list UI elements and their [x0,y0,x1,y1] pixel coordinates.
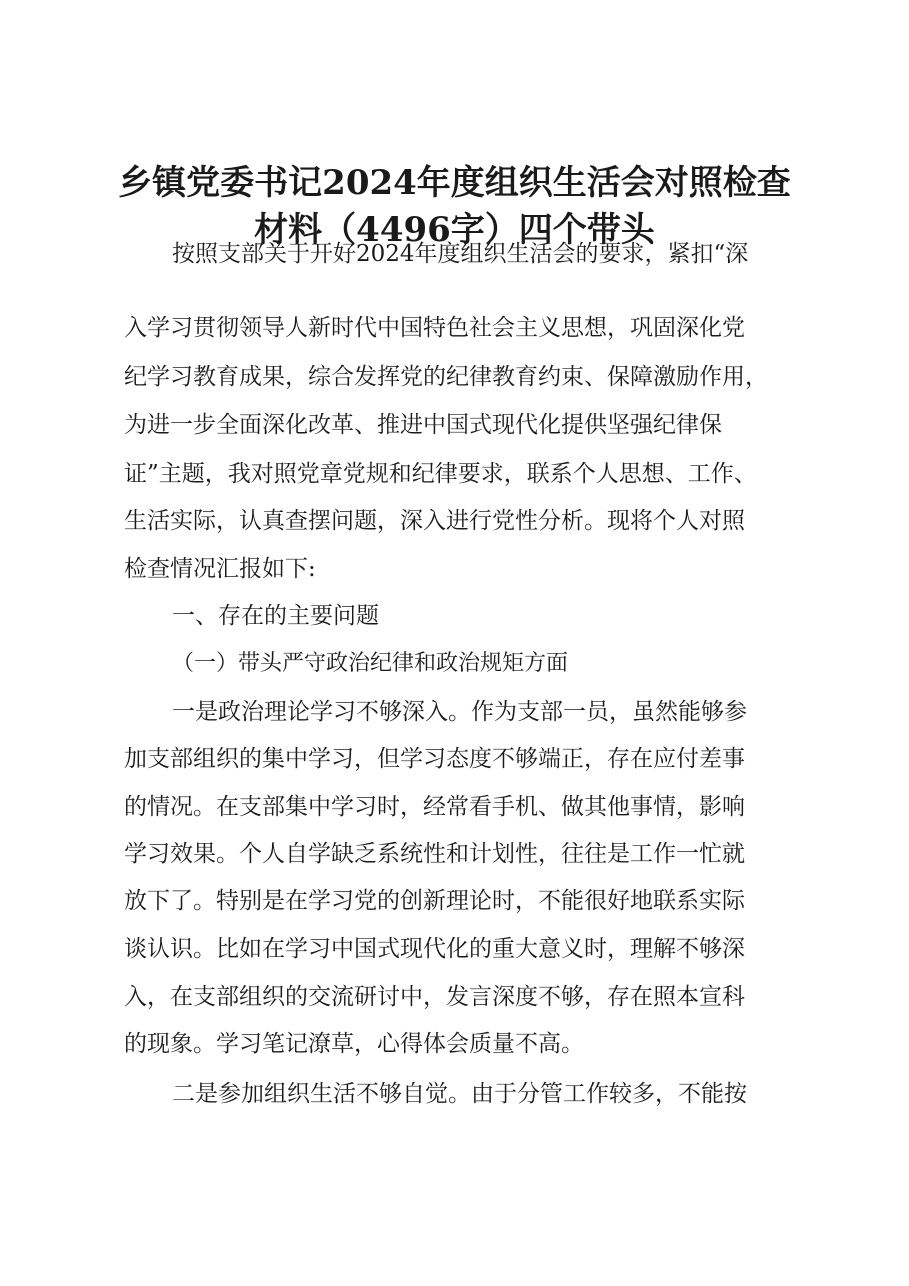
paragraph-1-line-8: 的现象。学习笔记潦草，心得体会质量不高。 [124,1031,584,1057]
intro-line-2: 入学习贯彻领导人新时代中国特色社会主义思想，巩固深化党 [124,315,745,341]
intro-line-6: 生活实际，认真查摆问题，深入进行党性分析。现将个人对照 [124,508,745,534]
document-title-line-2: 材料（4496字）四个带头 [254,210,655,250]
paragraph-1-line-1: 一是政治理论学习不够深入。作为支部一员，虽然能够参 [172,699,747,725]
paragraph-1-line-4: 学习效果。个人自学缺乏系统性和计划性，往往是工作一忙就 [124,841,745,867]
subsection-heading-1: （一）带头严守政治纪律和政治规矩方面 [172,651,569,676]
intro-line-4: 为进一步全面深化改革、推进中国式现代化提供坚强纪律保 [124,412,722,438]
paragraph-1-line-2: 加支部组织的集中学习，但学习态度不够端正，存在应付差事 [124,746,745,772]
paragraph-1-line-7: 入，在支部组织的交流研讨中，发言深度不够，存在照本宣科 [124,984,745,1010]
intro-line-3: 纪学习教育成果，综合发挥党的纪律教育约束、保障激励作用， [124,364,768,390]
intro-line-5: 证”主题，我对照党章党规和纪律要求，联系个人思想、工作、 [124,461,757,487]
document-title-line-1: 乡镇党委书记2024年度组织生活会对照检查 [118,163,791,203]
intro-line-1: 按照支部关于开好2024年度组织生活会的要求，紧扣“深 [172,241,749,267]
paragraph-1-line-3: 的情况。在支部集中学习时，经常看手机、做其他事情，影响 [124,794,745,820]
paragraph-1-line-5: 放下了。特别是在学习党的创新理论时，不能很好地联系实际 [124,888,745,914]
paragraph-2-line-1: 二是参加组织生活不够自觉。由于分管工作较多，不能按 [172,1081,747,1107]
paragraph-1-line-6: 谈认识。比如在学习中国式现代化的重大意义时，理解不够深 [124,936,745,962]
section-heading-1: 一、存在的主要问题 [172,603,379,629]
intro-line-7: 检查情况汇报如下: [124,556,316,582]
